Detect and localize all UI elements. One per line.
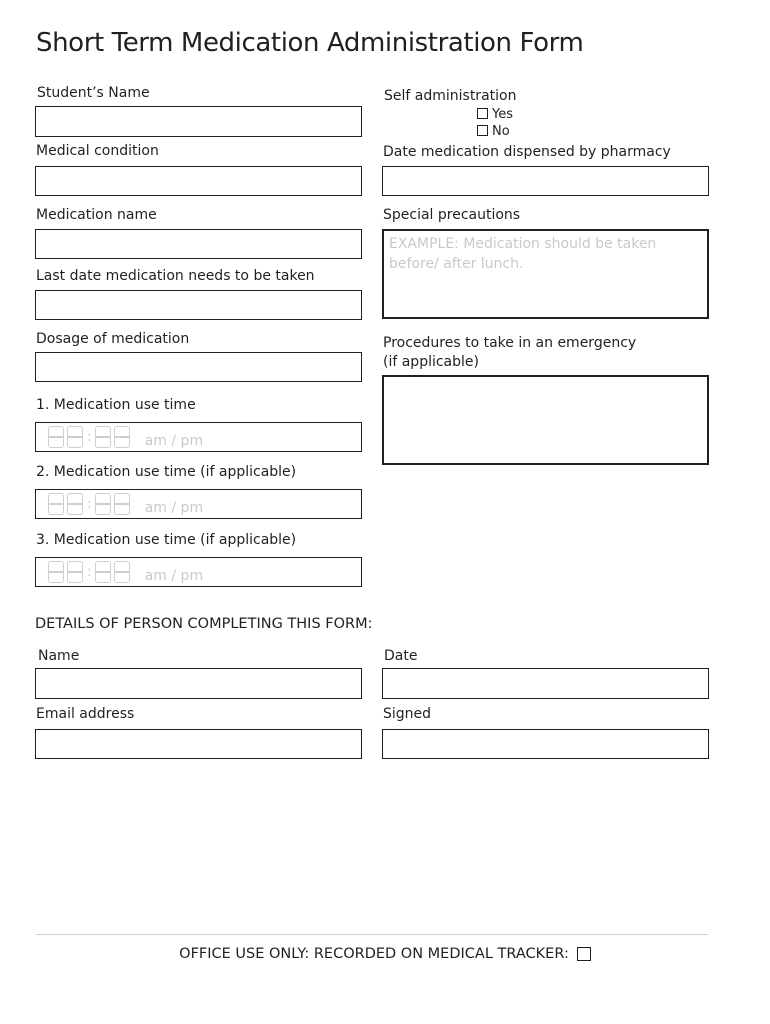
last-date-field[interactable]	[35, 290, 362, 320]
date-label: Date	[384, 648, 418, 664]
signed-field[interactable]	[382, 729, 709, 759]
time-colon: :	[87, 496, 92, 512]
medication-name-field[interactable]	[35, 229, 362, 259]
last-date-label: Last date medication needs to be taken	[36, 268, 315, 284]
special-precautions-label: Special precautions	[383, 207, 521, 223]
time2-label: 2. Medication use time (if applicable)	[36, 464, 297, 480]
time2-field[interactable]	[35, 489, 362, 519]
procedures-field[interactable]	[382, 375, 709, 465]
no-label: No	[492, 124, 510, 139]
date-field[interactable]	[382, 668, 709, 699]
time3-field[interactable]	[35, 557, 362, 587]
procedures-label-line2: (if applicable)	[383, 354, 479, 370]
digit-placeholder	[67, 493, 83, 515]
self-admin-yes-option[interactable]	[477, 107, 513, 122]
dosage-label: Dosage of medication	[36, 331, 190, 347]
medical-condition-field[interactable]	[35, 166, 362, 196]
ampm-placeholder: am / pm	[144, 568, 204, 584]
digit-placeholder	[48, 426, 64, 448]
yes-checkbox[interactable]	[477, 108, 488, 119]
student-name-label: Student’s Name	[37, 85, 150, 101]
medical-tracker-checkbox[interactable]	[577, 947, 591, 961]
no-checkbox[interactable]	[477, 125, 488, 136]
time3-label: 3. Medication use time (if applicable)	[36, 532, 297, 548]
details-heading: DETAILS OF PERSON COMPLETING THIS FORM:	[35, 616, 373, 632]
name-label: Name	[38, 648, 80, 664]
divider	[36, 934, 708, 935]
ampm-placeholder: am / pm	[144, 433, 204, 449]
digit-placeholder	[67, 426, 83, 448]
office-use-line	[0, 946, 770, 962]
time3-digits	[48, 561, 133, 583]
digit-placeholder	[114, 561, 130, 583]
special-precautions-placeholder: EXAMPLE: Medication should be taken before/ after lunch.	[389, 236, 657, 272]
medical-condition-label: Medical condition	[36, 143, 159, 159]
time-colon: :	[87, 429, 92, 445]
medication-name-label: Medication name	[36, 207, 157, 223]
yes-label: Yes	[492, 107, 513, 122]
digit-placeholder	[67, 561, 83, 583]
special-precautions-field[interactable]	[382, 229, 709, 319]
time-colon: :	[87, 564, 92, 580]
page-title: Short Term Medication Administration Form	[36, 28, 584, 58]
digit-placeholder	[95, 426, 111, 448]
time1-label: 1. Medication use time	[36, 397, 196, 413]
signed-label: Signed	[383, 706, 432, 722]
digit-placeholder	[95, 561, 111, 583]
self-admin-no-option[interactable]	[477, 124, 510, 139]
time2-digits	[48, 493, 133, 515]
ampm-placeholder: am / pm	[144, 500, 204, 516]
digit-placeholder	[114, 426, 130, 448]
digit-placeholder	[114, 493, 130, 515]
email-label: Email address	[36, 706, 135, 722]
office-use-text: OFFICE USE ONLY: RECORDED ON MEDICAL TRACKER:	[179, 946, 569, 962]
student-name-field[interactable]	[35, 106, 362, 137]
procedures-label-line1: Procedures to take in an emergency	[383, 335, 637, 351]
digit-placeholder	[48, 493, 64, 515]
email-field[interactable]	[35, 729, 362, 759]
time1-digits	[48, 426, 133, 448]
name-field[interactable]	[35, 668, 362, 699]
dosage-field[interactable]	[35, 352, 362, 382]
self-admin-label: Self administration	[384, 88, 517, 104]
time1-field[interactable]	[35, 422, 362, 452]
digit-placeholder	[95, 493, 111, 515]
date-dispensed-field[interactable]	[382, 166, 709, 196]
date-dispensed-label: Date medication dispensed by pharmacy	[383, 144, 671, 160]
digit-placeholder	[48, 561, 64, 583]
